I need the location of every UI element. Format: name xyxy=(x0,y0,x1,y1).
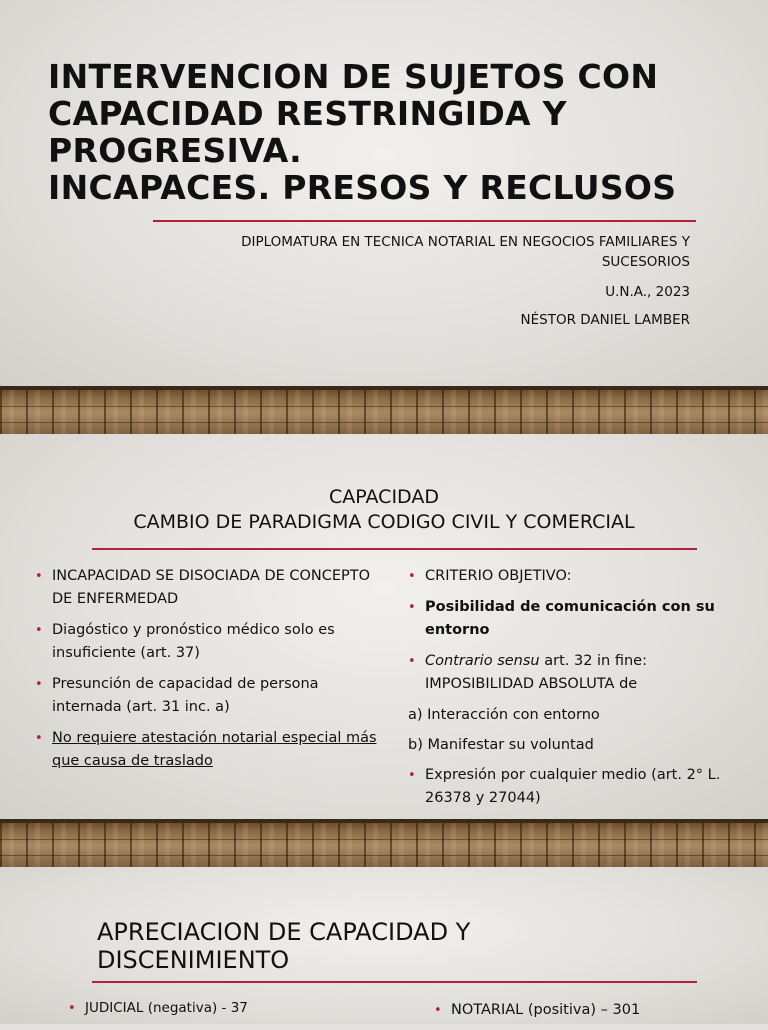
list-item-text: No requiere atestación notarial especial más que causa de traslado xyxy=(52,730,377,769)
heading-line: DISCENIMIENTO xyxy=(97,946,290,974)
bullet-icon: • xyxy=(408,569,416,584)
heading-line: APRECIACION DE CAPACIDAD Y xyxy=(97,918,471,946)
wood-floor-divider xyxy=(0,819,768,867)
heading-divider xyxy=(92,548,697,550)
list-item xyxy=(408,764,748,810)
title-line: PROGRESIVA. xyxy=(48,131,303,170)
subtitle-course xyxy=(170,232,690,272)
bullet-icon: • xyxy=(35,569,43,584)
sub-item-a: a) Interacción con entorno xyxy=(408,707,600,723)
list-item xyxy=(68,997,368,1020)
list-item xyxy=(35,727,380,773)
title-line: CAPACIDAD RESTRINGIDA Y xyxy=(48,94,567,133)
sub-item-b: b) Manifestar su voluntad xyxy=(408,737,594,753)
right-column xyxy=(434,999,734,1030)
slide-title xyxy=(0,0,768,386)
list-item xyxy=(434,999,734,1022)
wood-floor-divider xyxy=(0,386,768,434)
bullet-icon: • xyxy=(408,600,416,615)
heading-divider xyxy=(92,981,697,983)
list-item-text: art. 32 in fine: IMPOSIBILIDAD ABSOLUTA de xyxy=(425,653,647,692)
list-item xyxy=(35,619,380,665)
list-item-text: NOTARIAL (positiva) – 301 xyxy=(451,1002,641,1018)
bullet-icon: • xyxy=(408,768,416,783)
list-item-text-italic: Contrario sensu xyxy=(425,653,540,669)
bullet-icon: • xyxy=(434,1003,442,1018)
presentation-title xyxy=(48,58,728,206)
bullet-icon: • xyxy=(35,623,43,638)
list-item-text: Expresión por cualquier medio (art. 2° L. 26378 y 27044) xyxy=(425,767,721,806)
bullet-icon: • xyxy=(35,731,43,746)
list-item-text: Posibilidad de comunicación con su entorno xyxy=(425,599,715,638)
slide-heading xyxy=(97,918,657,974)
list-item xyxy=(35,565,380,611)
slide-heading xyxy=(0,485,768,535)
title-line: INCAPACES. PRESOS Y RECLUSOS xyxy=(48,168,677,207)
subtitle-course-line: SUCESORIOS xyxy=(601,254,690,270)
list-item xyxy=(408,650,748,696)
title-line: INTERVENCION DE SUJETOS CON xyxy=(48,57,659,96)
slide-capacidad xyxy=(0,434,768,819)
heading-line: CAPACIDAD xyxy=(329,486,439,508)
subtitle-author: NÉSTOR DANIEL LAMBER xyxy=(520,312,690,328)
right-column xyxy=(408,565,748,818)
bullet-icon: • xyxy=(68,1001,76,1016)
list-item-text: INCAPACIDAD SE DISOCIADA DE CONCEPTO DE ENFERMEDAD xyxy=(52,568,371,607)
left-column xyxy=(35,565,380,781)
list-item-text: Presunción de capacidad de persona internada (art. 31 inc. a) xyxy=(52,676,319,715)
list-item xyxy=(35,673,380,719)
list-item-text: Diagóstico y pronóstico médico solo es insuficiente (art. 37) xyxy=(52,622,335,661)
list-item-text: CRITERIO OBJETIVO: xyxy=(425,568,572,584)
heading-line: CAMBIO DE PARADIGMA CODIGO CIVIL Y COMERCIAL xyxy=(133,511,635,533)
list-item xyxy=(408,596,748,642)
subtitle-institution: U.N.A., 2023 xyxy=(605,284,690,300)
list-item xyxy=(408,565,748,588)
subtitle-course-line: DIPLOMATURA EN TECNICA NOTARIAL EN NEGOCIOS FAMILIARES Y xyxy=(241,234,690,250)
bullet-icon: • xyxy=(408,654,416,669)
list-item-text: JUDICIAL (negativa) - 37 xyxy=(85,1000,248,1016)
bullet-icon: • xyxy=(35,677,43,692)
left-column xyxy=(68,997,368,1028)
title-divider xyxy=(153,220,696,222)
